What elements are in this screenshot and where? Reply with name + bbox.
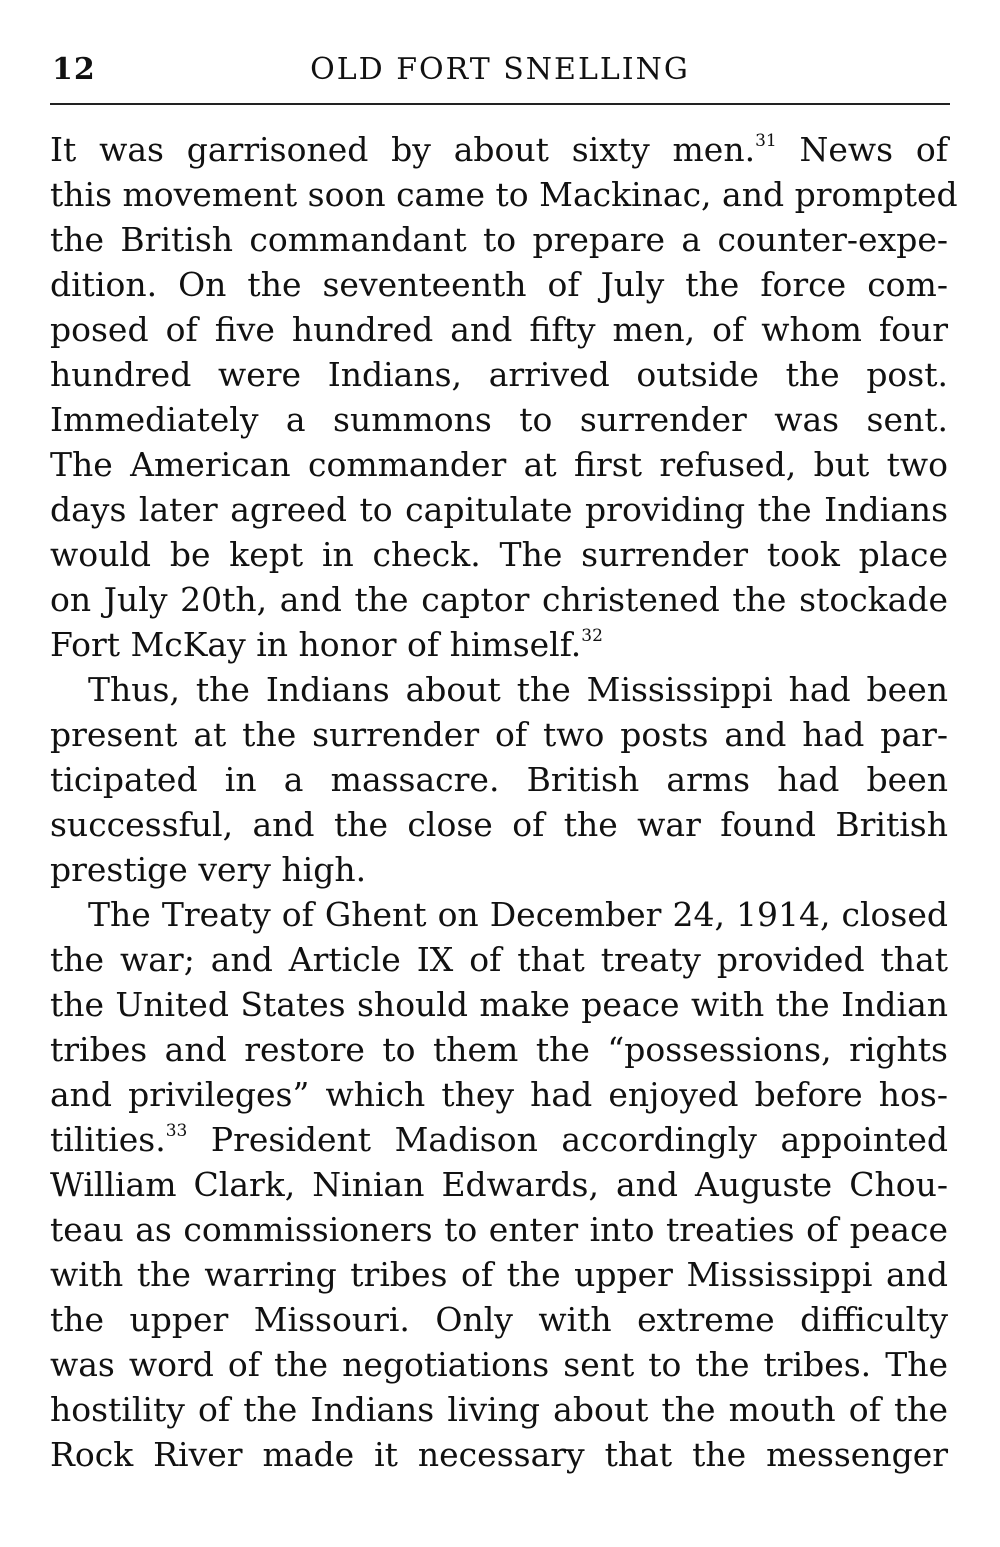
text-line: the United States should make peace with the Indian bbox=[50, 985, 948, 1024]
text-line: prestige very high. bbox=[50, 850, 367, 889]
text-line: days later agreed to capitulate providing the Indians bbox=[50, 490, 948, 529]
page-number: 12 bbox=[52, 52, 96, 87]
paragraph-start: Thus, the Indians about the Mississippi had been bbox=[88, 670, 948, 709]
text-line: The American commander at first refused, but two bbox=[50, 445, 948, 484]
text-line: hundred were Indians, arrived outside the post. bbox=[50, 355, 948, 394]
text-line: successful, and the close of the war found British bbox=[50, 805, 948, 844]
text-line: the upper Missouri. Only with extreme difficulty bbox=[50, 1300, 948, 1339]
text-line: with the warring tribes of the upper Mississippi and bbox=[50, 1255, 948, 1294]
page-header bbox=[50, 44, 950, 94]
text-line: on July 20th, and the captor christened the stockade bbox=[50, 580, 948, 619]
text-line: Fort McKay in honor of himself.$^{32}$ bbox=[50, 625, 603, 664]
text-line: William Clark, Ninian Edwards, and Auguste Chou- bbox=[50, 1165, 948, 1204]
text-line: It was garrisoned by about sixty men.$^{31}$ News of bbox=[50, 130, 948, 169]
text-line: the British commandant to prepare a counter-expe- bbox=[50, 220, 948, 259]
paragraph-start: The Treaty of Ghent on December 24, 1914, closed bbox=[88, 895, 948, 934]
header-rule bbox=[50, 103, 950, 105]
running-title: OLD FORT SNELLING bbox=[310, 52, 690, 87]
text-line: and privileges” which they had enjoyed before hos- bbox=[50, 1075, 948, 1114]
text-line: would be kept in check. The surrender took place bbox=[50, 535, 948, 574]
text-line: posed of five hundred and fifty men, of whom four bbox=[50, 310, 948, 349]
footnote-marker: 33 bbox=[165, 1121, 188, 1141]
footnote-marker: 31 bbox=[755, 131, 777, 151]
footnote-marker: 32 bbox=[581, 626, 603, 646]
text-line: Immediately a summons to surrender was sent. bbox=[50, 400, 948, 439]
text-line: tribes and restore to them the “possessions, rights bbox=[50, 1030, 948, 1069]
text-line: dition. On the seventeenth of July the force com- bbox=[50, 265, 948, 304]
text-line: present at the surrender of two posts and had par- bbox=[50, 715, 948, 754]
text-line: tilities.$^{33}$ President Madison accordingly appointed bbox=[50, 1120, 948, 1159]
text-line: teau as commissioners to enter into treaties of peace bbox=[50, 1210, 948, 1249]
text-line: was word of the negotiations sent to the tribes. The bbox=[50, 1345, 948, 1384]
text-line: the war; and Article IX of that treaty provided that bbox=[50, 940, 948, 979]
text-line: this movement soon came to Mackinac, and prompted bbox=[50, 175, 958, 214]
text-line: Rock River made it necessary that the messenger bbox=[50, 1435, 948, 1474]
text-line: ticipated in a massacre. British arms had been bbox=[50, 760, 948, 799]
text-line: hostility of the Indians living about the mouth of the bbox=[50, 1390, 948, 1429]
